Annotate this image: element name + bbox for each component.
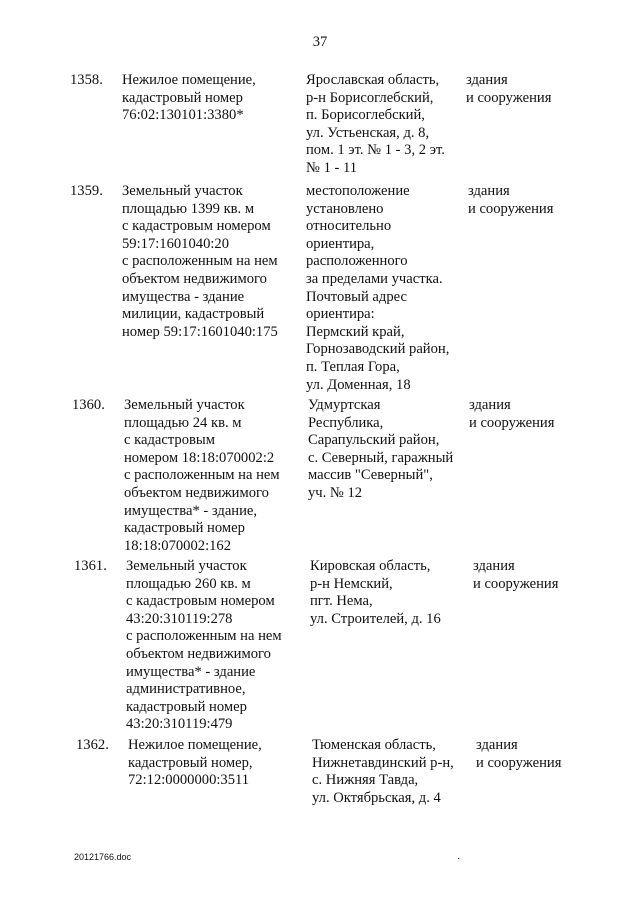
entry-address: Ярославская область, р-н Борисоглебский, п. Борисоглебский, ул. Устьенская, д. 8, пом. 1 эт. № 1 - 3, 2 эт. № 1 - 11 xyxy=(306,72,445,176)
entry-address: местоположение установлено относительно ориентира, расположенного за пределами участка. Почтовый адрес ориентира: Пермский край, Горнозаводский район, п. Теплая Гора, ул. Доменная, 18 xyxy=(306,183,450,393)
entry-address: Кировская область, р-н Немский, пгт. Нема, ул. Строителей, д. 16 xyxy=(310,558,441,627)
entry-number: 1360. xyxy=(72,397,105,413)
entry-number: 1358. xyxy=(70,72,103,88)
scan-speck: · xyxy=(457,854,461,865)
entry-object: Земельный участок площадью 260 кв. м с кадастровым номером 43:20:310119:278 с расположенным на нем объектом недвижимого имущества* - здание административное, кадастровый номер 43:20:310119:479 xyxy=(126,558,282,733)
entry-object: Нежилое помещение, кадастровый номер 76:02:130101:3380* xyxy=(122,72,256,124)
file-name-footer: 20121766.doc xyxy=(74,852,132,862)
entry-category: здания и сооружения xyxy=(476,737,562,771)
entry-address: Удмуртская Республика, Сарапульский район, с. Северный, гаражный массив "Северный", уч. № 12 xyxy=(308,397,454,501)
entry-category: здания и сооружения xyxy=(466,72,552,106)
entry-address: Тюменская область, Нижнетавдинский р-н, с. Нижняя Тавда, ул. Октябрьская, д. 4 xyxy=(312,737,454,806)
entry-category: здания и сооружения xyxy=(469,397,555,431)
entry-category: здания и сооружения xyxy=(468,183,554,217)
entry-number: 1361. xyxy=(74,558,107,574)
entry-object: Земельный участок площадью 1399 кв. м с кадастровым номером 59:17:1601040:20 с расположенным на нем объектом недвижимого имущества - здание милиции, кадастровый номер 59:17:1601040:175 xyxy=(122,183,278,340)
entry-number: 1359. xyxy=(70,183,103,199)
entry-number: 1362. xyxy=(76,737,109,753)
entry-object: Земельный участок площадью 24 кв. м с кадастровым номером 18:18:070002:2 с расположенным на нем объектом недвижимого имущества* - здание, кадастровый номер 18:18:070002:162 xyxy=(124,397,280,554)
entry-category: здания и сооружения xyxy=(473,558,559,592)
page-number: 37 xyxy=(312,34,328,50)
entry-object: Нежилое помещение, кадастровый номер, 72:12:0000000:3511 xyxy=(128,737,262,789)
